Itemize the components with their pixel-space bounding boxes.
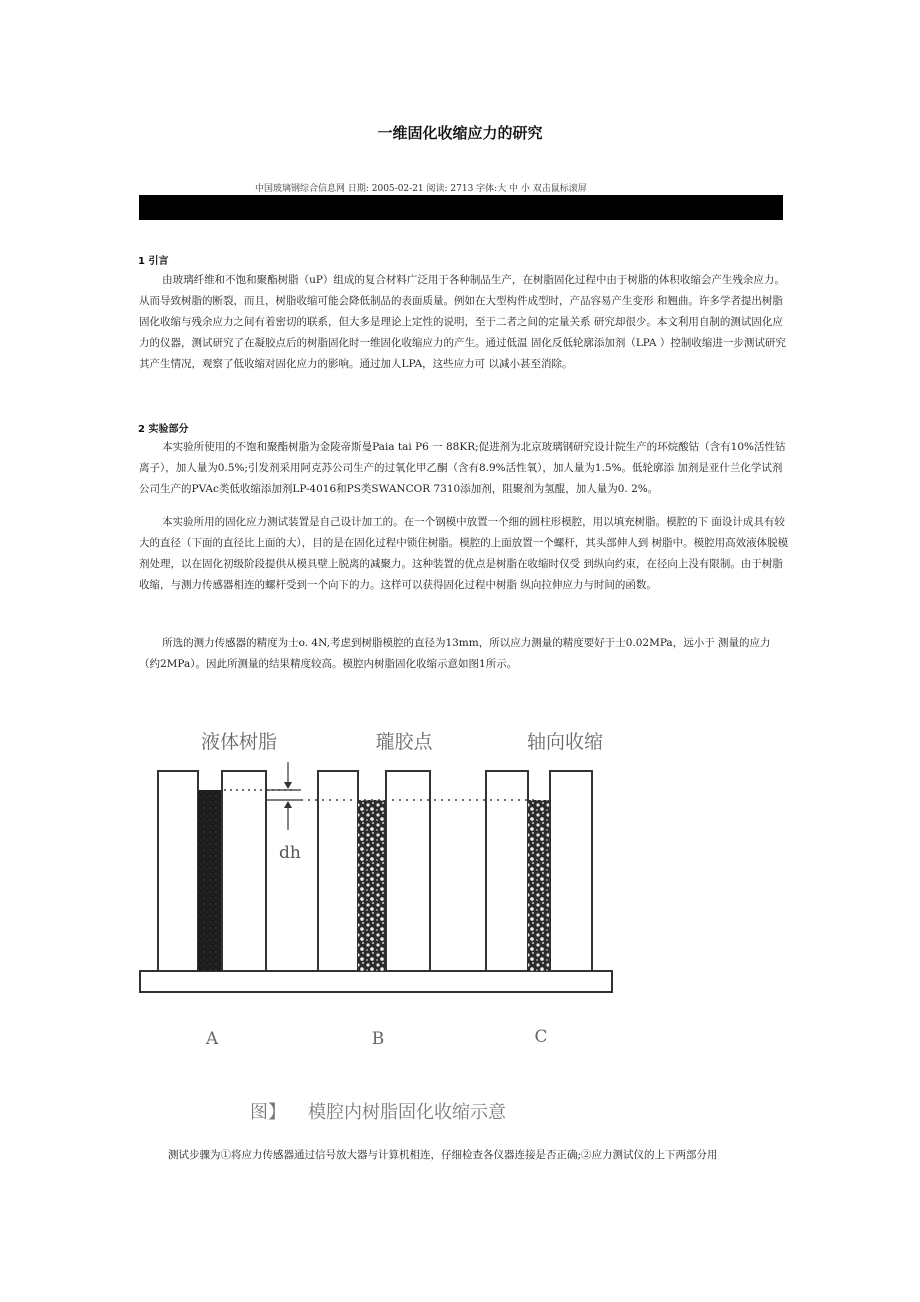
mold-c-shrunk-resin — [528, 800, 550, 971]
base-plate — [140, 971, 612, 992]
mold-b-left-wall — [318, 771, 358, 971]
label-gel-point: 瓏胶点 — [375, 731, 433, 753]
intro-heading: 1 引言 — [138, 256, 169, 267]
dh-arrowhead-up — [284, 801, 292, 808]
test-steps-line: 测试步骤为①将应力传感器通过信号放大器与计算机相连，仔细检查各仪器连接是否正确;②应力测试仪的上下两部分用 — [168, 1149, 718, 1161]
mold-a-right-wall — [222, 771, 266, 971]
label-b: B — [371, 1029, 385, 1049]
dh-arrowhead-down — [284, 782, 292, 789]
experiment-paragraph-3: 所选的测力传感器的精度为士o. 4N,考虑到树脂模腔的直径为13mm，所以应力测量的精度要好于士0.02MPa，远小于 测量的应力（约2MPa）。因此所测量的结果精度较高。模腔内树脂固化收缩示意如图1所示。 — [139, 637, 771, 670]
label-dh: dh — [279, 843, 301, 863]
mold-a-left-wall — [158, 771, 198, 971]
label-liquid-resin: 液体树脂 — [200, 731, 278, 753]
experiment-paragraph-2: 本实验所用的固化应力测试装置是自己设计加工的。在一个钢模中放置一个细的圆柱形模腔，用以填充树脂。模腔的下 面设计成具有较大的直径（下面的直径比上面的大），目的是在固化过程中锁住树脂。模腔的上面放置一个螺杆，其头部伸人到 树脂中。模腔用高效液体脱模剂处理，以在固化初级阶段提供从模具壁上脱离的减聚力。这种装置的优点是树脂在收缩时仅受 到纵向约束，在径向上没有限制。由于树脂收缩，与测力传感器相连的螺杆受到一个向下的力。这样可以获得固化过程中树脂 纵向拉伸应力与时间的函数。 — [139, 516, 789, 591]
intro-paragraph: 由玻璃纤维和不饱和聚酯树脂（uP）组成的复合材料广泛用于各种制品生产，在树脂固化过程中由于树脂的体积收缩会产生残余应力。从而导致树脂的断裂，而且，树脂收缩可能会降低制品的表面质量。例如在大型构件成型时，产品容易产生变形 和翘曲。许多学者提出树脂固化收缩与残余应力之间有着密切的联系，但大多是理论上定性的说明，至于二者之间的定量关系 研究却很少。本文利用自制的测试固化应力的仪器，测试研究了在凝胶点后的树脂固化时一维固化收缩应力的产生。通过低温 固化反低轮廓添加剂（LPA ）控制收缩进一步测试研究其产生情况，观察了低收缩对固化应力的影响。通过加人LPA，这些应力可 以减小甚至消除。 — [139, 274, 786, 370]
figure-caption: 模腔内树脂固化收缩示意 — [308, 1102, 506, 1123]
figure-number: 图】 — [250, 1102, 286, 1123]
label-a: A — [205, 1029, 219, 1049]
label-axial-shrinkage: 轴向收缩 — [526, 731, 604, 753]
mold-b-right-wall — [386, 771, 430, 971]
experiment-paragraph-1: 本实验所使用的不饱和聚酯树脂为金陵帝斯曼Paia tai P6 一 88KR;促进剂为北京玻璃钢研究设计院生产的环烷酸钴（含有10%活性钴离子），加人量为0.5%;引发剂采用阿克苏公司生产的过氧化甲乙酮（含有8.9%活性氧），加人量为1.5%。低轮廓添 加剂是亚什兰化学试剂公司生产的PVAc类低收缩添加剂LP-4016和PS类SWANCOR 7310添加剂，阻聚剂为氢醌，加人量为0. 2%。 — [139, 441, 786, 495]
experiment-heading: 2 实验部分 — [138, 424, 189, 435]
article-meta: 中国玻璃钢综合信息网 日期: 2005-02-21 阅读: 2713 字体:大 中 小 双击鼠标滚屏 — [255, 184, 587, 194]
mold-c-right-wall — [550, 771, 592, 971]
mold-shrinkage-figure — [136, 722, 616, 1134]
label-c: C — [534, 1027, 548, 1047]
header-bar — [139, 195, 783, 220]
mold-b-gel-resin — [358, 800, 386, 971]
mold-c-left-wall — [486, 771, 528, 971]
mold-a-liquid-resin — [198, 790, 222, 971]
article-title: 一维固化收缩应力的研究 — [377, 124, 543, 142]
